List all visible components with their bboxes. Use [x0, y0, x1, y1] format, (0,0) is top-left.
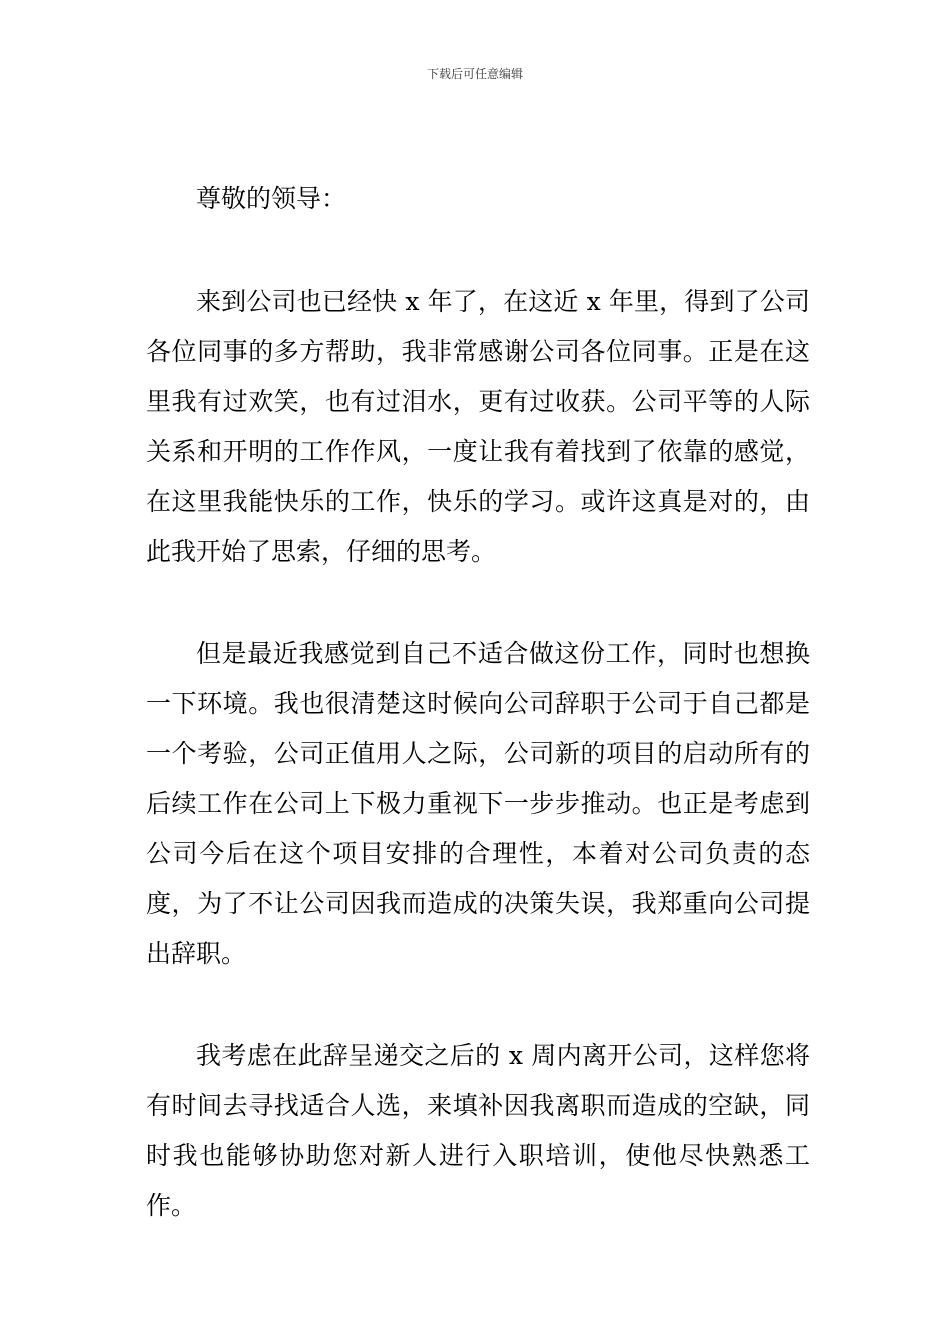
paragraph-2: 但是最近我感觉到自己不适合做这份工作，同时也想换一下环境。我也很清楚这时候向公司辞职于公司于自己都是一个考验，公司正值用人之际，公司新的项目的启动所有的后续工作在公司上下极力重视下一步步推动。也正是考虑到公司今后在这个项目安排的合理性，本着对公司负责的态度，为了不让公司因我而造成的决策失误，我郑重向公司提出辞职。	[146, 639, 810, 968]
letter-body	[146, 174, 810, 1283]
page-header-note: 下载后可任意编辑	[426, 67, 523, 81]
paragraph-1: 来到公司也已经快 x 年了，在这近 x 年里，得到了公司各位同事的多方帮助，我非常感谢公司各位同事。正是在这里我有过欢笑，也有过泪水，更有过收获。公司平等的人际关系和开明的工作作风，一度让我有着找到了依靠的感觉，在这里我能快乐的工作，快乐的学习。或许这真是对的，由此我开始了思索，仔细的思考。	[146, 287, 810, 566]
salutation: 尊敬的领导：	[196, 184, 347, 213]
paragraph-3: 我考虑在此辞呈递交之后的 x 周内离开公司，这样您将有时间去寻找适合人选，来填补因我离职而造成的空缺，同时我也能够协助您对新人进行入职培训，使他尽快熟悉工作。	[146, 1041, 810, 1220]
